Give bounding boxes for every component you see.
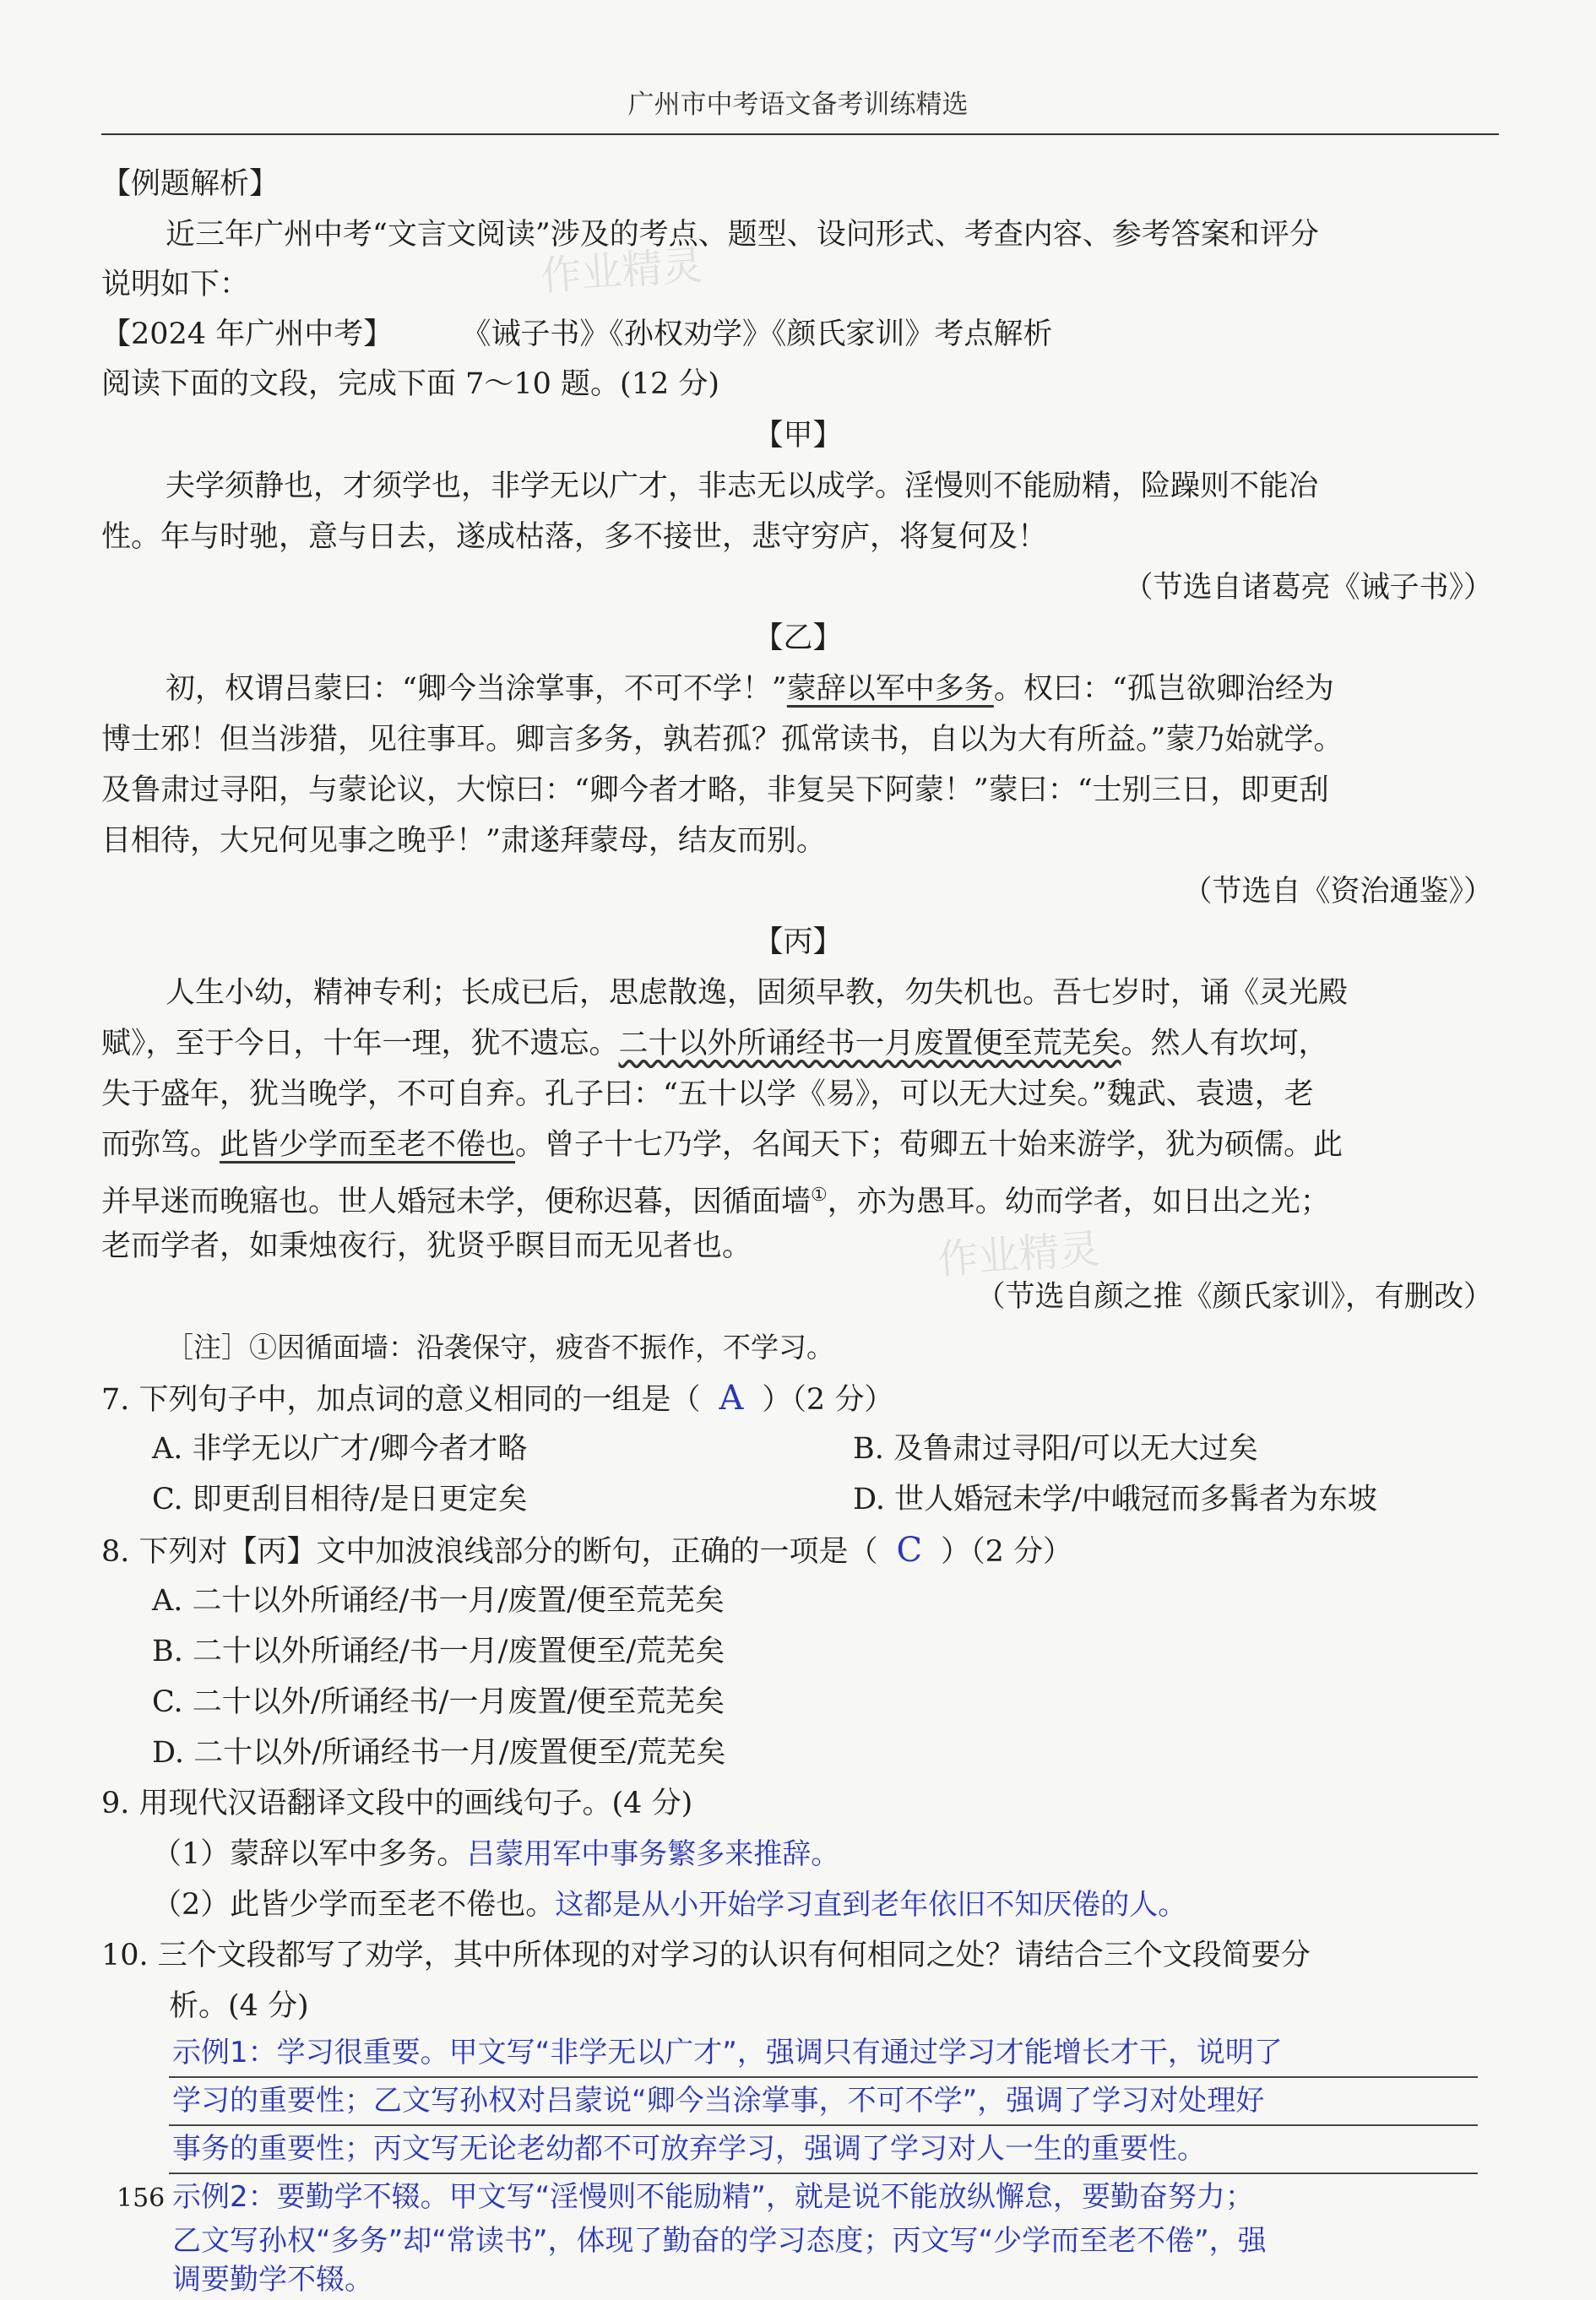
answer-rule (169, 2124, 1478, 2126)
watermark: 作业精灵 (539, 241, 705, 301)
passage-yi-title: 【乙】 (753, 621, 843, 655)
q10-answer-line: 学习的重要性；乙文写孙权对吕蒙说“卿今当涂掌事，不可不学”，强调了学习对处理好 (172, 2084, 1265, 2118)
header-rule (101, 133, 1499, 135)
q7-answer: A (719, 1379, 744, 1418)
q8-answer: C (896, 1531, 923, 1570)
section-label: 【例题解析】 (101, 167, 280, 201)
q10-answer-line: 事务的重要性；丙文写无论老幼都不可放弃学习，强调了学习对人一生的重要性。 (172, 2132, 1206, 2166)
passage-bing-line (101, 1175, 1330, 1223)
q9-item-2-answer: 这都是从小开始学习直到老年依旧不知厌倦的人。 (555, 1888, 1187, 1922)
q9-item-1-question: （1）蒙辞以军中多务。 (152, 1837, 467, 1871)
q10-answer-line: 乙文写孙权“多务”却“常读书”，体现了勤奋的学习态度；丙文写“少学而至老不倦”，强 (172, 2224, 1267, 2258)
passage-yi-line: 目相待，大兄何见事之晚乎！”肃遂拜蒙母，结友而别。 (101, 824, 826, 858)
passage-yi-line: 博士邪！但当涉猎，见往事耳。卿言多务，孰若孤？孤常读书，自以为大有所益。”蒙乃始就学。 (101, 723, 1344, 757)
q8-option-d: D. 二十以外/所诵经书一月/废置便至/荒芜矣 (152, 1736, 726, 1770)
underlined-sentence: 此皆少学而至老不倦也 (220, 1128, 516, 1162)
q7-option-b: B. 及鲁肃过寻阳/可以无大过矣 (853, 1432, 1258, 1466)
answer-rule (169, 2173, 1478, 2174)
q10-answer-line: 示例1：学习很重要。甲文写“非学无以广才”，强调只有通过学习才能增长才干，说明了 (172, 2036, 1283, 2069)
q7-points: ）（2 分） (762, 1383, 894, 1417)
q7-stem (101, 1378, 893, 1420)
passage-bing-text: 赋》，至于今日，十年一理，犹不遗忘。 (101, 1027, 619, 1060)
passage-jia-source: （节选自诸葛亮《诫子书》） (1123, 571, 1493, 605)
q9-stem: 9. 用现代汉语翻译文段中的画线句子。(4 分) (101, 1787, 693, 1820)
passage-jia-line: 性。年与时驰，意与日去，遂成枯落，多不接世，悲守穷庐，将复何及！ (101, 520, 1048, 554)
q8-option-c: C. 二十以外/所诵经书/一月废置/便至荒芜矣 (152, 1685, 725, 1719)
q8-option-b: B. 二十以外所诵经/书一月/废置便至/荒芜矣 (152, 1635, 725, 1668)
q10-stem-line-2: 析。(4 分) (169, 1989, 309, 2023)
footnote-marker: ① (811, 1185, 828, 1206)
exam-tag: 【2024 年广州中考】 (101, 317, 394, 351)
q10-answer-line: 示例2：要勤学不辍。甲文写“淫慢则不能励精”，就是说不能放纵懈怠，要勤奋努力； (172, 2180, 1254, 2214)
q9-item-1-answer: 吕蒙用军中事务繁多来推辞。 (466, 1837, 840, 1871)
q10-answer-line: 调要勤学不辍。 (172, 2263, 373, 2297)
q9-item-1 (152, 1834, 839, 1874)
q8-stem (101, 1530, 1072, 1572)
passage-yi-text: 。权曰：“孤岂欲卿治经为 (993, 672, 1334, 706)
passage-bing-source: （节选自颜之推《颜氏家训》，有删改） (975, 1280, 1493, 1314)
passage-bing-line (101, 1125, 1343, 1165)
footnote: ［注］①因循面墙：沿袭保守，疲沓不振作，不学习。 (166, 1331, 834, 1364)
passage-yi-line (166, 669, 1334, 709)
exam-heading (101, 314, 1052, 355)
q8-points: ）（2 分） (941, 1535, 1073, 1569)
answer-rule (169, 2076, 1478, 2078)
q8-option-a: A. 二十以外所诵经/书一月/废置/便至荒芜矣 (152, 1584, 725, 1618)
passage-jia-title: 【甲】 (753, 419, 843, 453)
intro-line-1: 近三年广州中考“文言文阅读”涉及的考点、题型、设问形式、考查内容、参考答案和评分 (166, 218, 1319, 252)
passage-bing-text: 并早迷而晚寤也。世人婚冠未学，便称迟暮，因循面墙 (101, 1185, 812, 1219)
q7-option-d: D. 世人婚冠未学/中峨冠而多髯者为东坡 (853, 1483, 1377, 1516)
intro-line-2: 说明如下： (101, 268, 250, 301)
exam-title: 《诫子书》《孙权劝学》《颜氏家训》考点解析 (461, 317, 1053, 351)
instruction: 阅读下面的文段，完成下面 7～10 题。(12 分) (101, 367, 720, 401)
passage-bing-text: 而弥笃。 (101, 1128, 220, 1162)
passage-yi-source: （节选自《资治通鉴》） (1182, 875, 1493, 909)
passage-bing-line: 人生小幼，精神专利；长成已后，思虑散逸，固须早教，勿失机也。吾七岁时，诵《灵光殿 (166, 976, 1349, 1010)
passage-bing-line: 老而学者，如秉烛夜行，犹贤乎瞑目而无见者也。 (101, 1229, 752, 1263)
q10-stem-line-1: 10. 三个文段都写了劝学，其中所体现的对学习的认识有何相同之处？请结合三个文段简要分 (101, 1939, 1311, 1972)
passage-jia-line: 夫学须静也，才须学也，非学无以广才，非志无以成学。淫慢则不能励精，险躁则不能冶 (166, 469, 1319, 503)
q7-stem-text: 7. 下列句子中，加点词的意义相同的一组是（ (101, 1383, 701, 1417)
page-header-title: 广州市中考语文备考训练精选 (627, 90, 969, 120)
passage-bing-text: ，亦为愚耳。幼而学者，如日出之光； (827, 1185, 1330, 1219)
wavy-underlined-sentence: 二十以外所诵经书一月废置便至荒芜矣 (618, 1027, 1121, 1060)
underlined-sentence: 蒙辞以军中多务 (786, 672, 994, 706)
q7-option-a: A. 非学无以广才/卿今者才略 (152, 1432, 528, 1466)
page-number: 156 (117, 2183, 166, 2213)
passage-bing-line: 失于盛年，犹当晚学，不可自弃。孔子曰：“五十以学《易》，可以无大过矣。”魏武、袁遗，老 (101, 1077, 1314, 1111)
passage-bing-line (101, 1023, 1328, 1064)
passage-bing-text: 。然人有坎坷， (1121, 1027, 1328, 1060)
q9-item-2 (152, 1885, 1186, 1925)
q7-option-c: C. 即更刮目相待/是日更定矣 (152, 1483, 528, 1516)
q8-stem-text: 8. 下列对【丙】文中加波浪线部分的断句，正确的一项是（ (101, 1535, 878, 1569)
passage-bing-title: 【丙】 (753, 925, 843, 959)
passage-yi-text: 初，权谓吕蒙曰：“卿今当涂掌事，不可不学！” (166, 672, 787, 706)
watermark: 作业精灵 (936, 1225, 1102, 1284)
passage-bing-text: 。曾子十七乃学，名闻天下；荀卿五十始来游学，犹为硕儒。此 (515, 1128, 1344, 1162)
q9-item-2-question: （2）此皆少学而至老不倦也。 (152, 1888, 556, 1922)
passage-yi-line: 及鲁肃过寻阳，与蒙论议，大惊曰：“卿今者才略，非复吴下阿蒙！”蒙曰：“士别三日，即更刮 (101, 773, 1329, 807)
